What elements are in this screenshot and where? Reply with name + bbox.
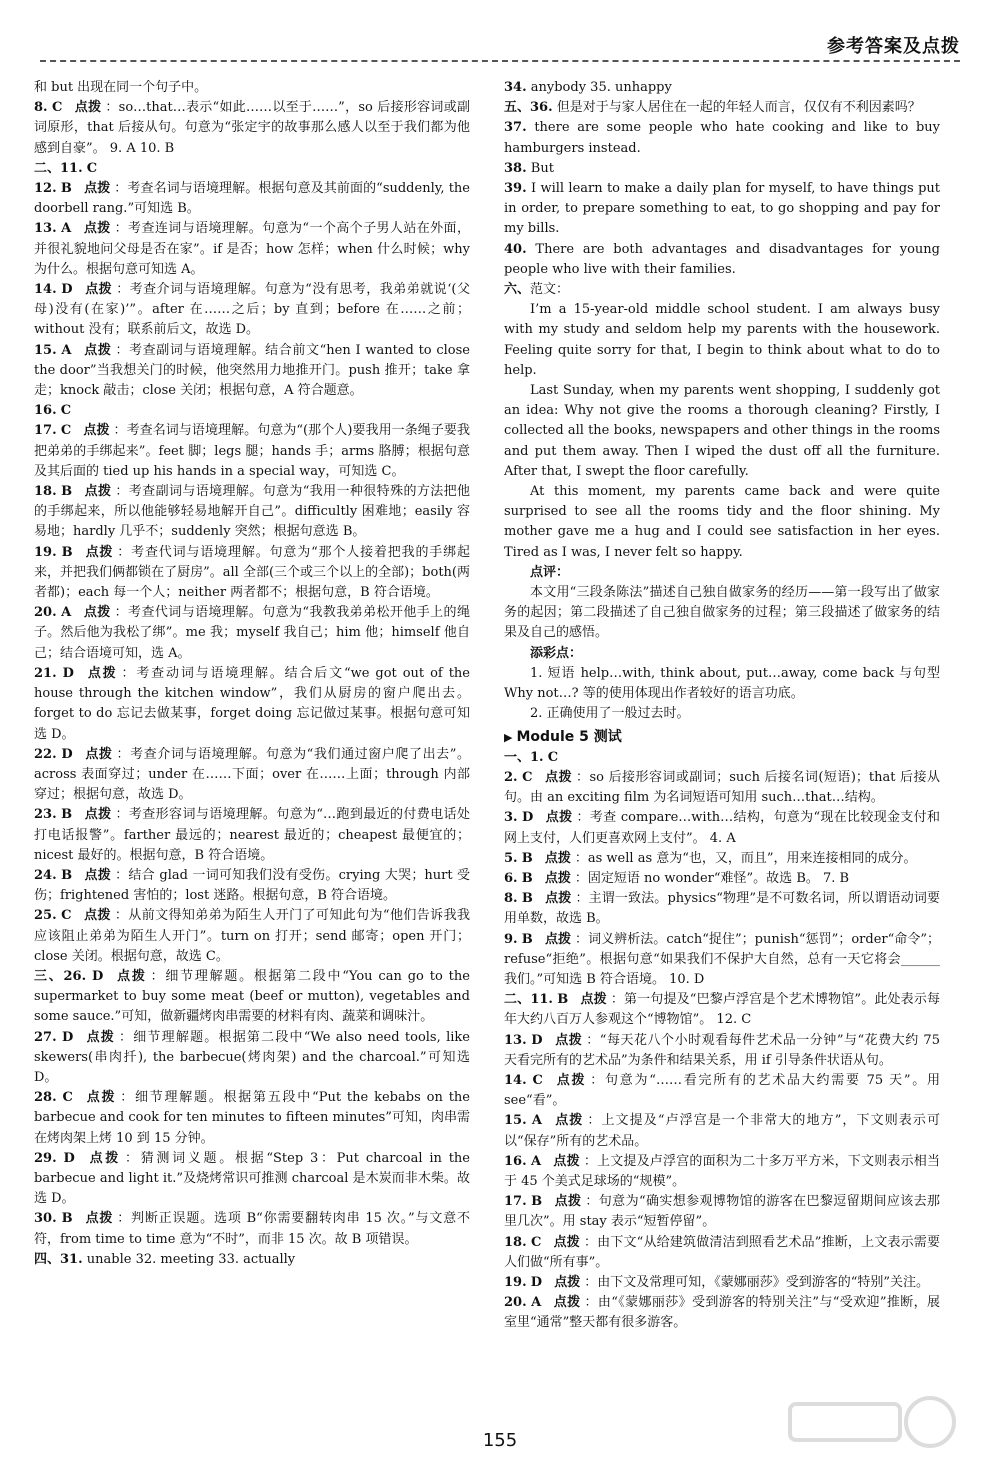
answer-item [34,482,470,543]
sample-essay [504,300,940,563]
answer-item [34,401,470,421]
item-num: 22. [34,746,57,762]
answer-item [504,768,940,808]
item-text: ：第一句提及“巴黎卢浮宫是个艺术博物馆”。此处表示每年大约八百万人参观这个“博物馆”。 12. C [504,992,940,1028]
item-text: ：上文提及卢浮宫的面积为二十多万平方米，下文则表示相当于 45 个美式足球场的“规模”。 [504,1153,940,1189]
item-hint: 点拨 [555,1113,584,1129]
item-ans: C [522,769,533,785]
answer-item [504,1031,940,1071]
item-num: 26. [63,968,87,984]
item-ans: D [91,968,104,984]
item-num: 34. [504,80,527,95]
answer-item [504,1273,940,1293]
essay-paragraph: At this moment, my parents came back and were quite surprised to see all the rooms tidy and the floor shining. My mother gave me a hug and I could see satisfaction in her eyes. Tired as I was, I never felt so happy. [504,484,940,560]
item-num: 5. [504,850,518,866]
item-num: 36. [530,100,553,116]
item-hint: 点拨 [554,1194,582,1210]
essay-paragraph: I’m a 15-year-old middle school student. I am always busy with my study and seldom help my parents with the housework. Feeling quite sorry for that, I begin to think about what to do to help. [504,302,940,378]
answer-item [34,1209,470,1249]
comment-label: 点评： [530,564,570,580]
item-sec: 二、 [34,160,61,176]
answer-item [504,930,940,991]
item-sec: 二、 [504,992,531,1008]
item-ans: D [522,810,534,826]
header-title: 参考答案及点拨 [827,36,960,57]
item-ans: B [60,181,72,197]
item-num: 39. [504,181,527,197]
item-text: ：主谓一致法。physics“物理”是不可数名词，所以谓语动词要用单数，故选 B。 [504,891,940,927]
watermark-logo [780,1392,960,1464]
item-num: 14. [504,1072,527,1088]
answers-34-40 [504,78,940,300]
plus-point-2: 2. 正确使用了一般过去时。 [530,706,690,722]
answer-item [504,849,940,869]
item-text: anybody 35. unhappy [530,80,672,95]
item-ans: A [531,1113,542,1129]
item-num: 15. [34,342,57,358]
item-num: 8. [504,891,518,907]
answer-item [504,808,940,848]
item-ans: C [61,908,72,924]
answer-item [34,1250,470,1270]
item-num: 18. [504,1234,527,1250]
answer-item [504,1152,940,1192]
item-text: ：考查副词与语境理解。句意为“我用一种很特殊的方法把他的手绑起来，所以他能够轻易地解开自己”。difficultly 困难地；easily 容易地；hardly 几乎不；suddenly 突然；根据句意选 B。 [34,484,470,540]
item-text: ：上文提及“卢浮宫是一个非常大的地方”，下文则表示可以“保存”所有的艺术品。 [504,1113,940,1149]
item-ans: C [86,160,98,176]
item-ans: A [61,221,72,237]
item-text: ：考查代词与语境理解。句意为“我教我弟弟松开他手上的绳子。然后他为我松了绑”。me 我；myself 我自己；him 他；himself 他自己；结合语境可知，选 A。 [34,605,470,661]
item-num: 12. [34,181,57,197]
item-ans: C [60,423,72,439]
answer-item [504,1233,940,1273]
item-num: 18. [34,484,57,500]
item-num: 3. [504,810,518,826]
item-hint: 点拨 [84,484,112,500]
item-hint: 点拨 [74,100,102,116]
answer-item [504,748,940,768]
item-hint: 点拨 [85,544,114,560]
item-ans: C [62,1090,73,1106]
item-text: 但是对于与家人居住在一起的年轻人而言，仅仅有不利因素吗？ [556,100,921,116]
answer-item [504,280,940,300]
item-text: ：so 后接形容词或副词；such 后接名词(短语)；that 后接从句。由 an exciting film 为名词短语可知用 such…that…结构。 [504,769,940,806]
item-num: 15. [504,1113,527,1129]
answer-item [504,990,940,1030]
item-hint: 点拨 [555,1032,583,1048]
item-hint: 点拨 [545,769,573,785]
item-num: 38. [504,160,527,176]
answer-item [34,179,470,219]
item-hint: 点拨 [84,342,112,358]
item-num: 20. [504,1295,527,1311]
item-num: 30. [34,1211,57,1227]
item-text: ：考查介词与语境理解。句意为“我们通过窗户爬了出去”。across 表面穿过；under 在……下面；over 在……上面；through 内部穿过；根据句意，故选 D。 [34,746,470,803]
item-hint: 点拨 [544,931,572,947]
comment-block [504,563,940,725]
item-ans: D [62,665,74,681]
plus-label: 添彩点： [530,645,583,661]
item-ans: B [61,867,73,883]
item-ans: B [61,807,73,823]
item-ans: D [61,282,73,298]
item-text: ：细节理解题。根据第二段中“You can go to the supermarket to buy some meat (beef or mutton), vegetables and some sauce.”可知，做新疆烤肉串需要的材料有肉、蔬菜和调味汁。 [34,968,470,1025]
item-num: 8. [34,100,48,116]
left-column [34,78,470,1270]
item-text: ：考查名词与语境理解。根据句意及其前面的“suddenly, the doorbell rang.”可知选 B。 [34,181,470,217]
item-hint: 点拨 [544,850,571,866]
item-num: 24. [34,867,57,883]
answer-item [504,240,940,280]
answer-item [504,159,940,179]
item-hint: 点拨 [83,423,110,439]
item-hint: 点拨 [87,665,118,681]
item-text: ：结合 glad 一词可知我们没有受伤。crying 大哭；hurt 受伤；frightened 害怕的；lost 迷路。根据句意，B 符合语境。 [34,867,470,904]
item-ans: C [530,1234,542,1250]
item-text: ：固定短语 no wonder“难怪”。故选 B。 7. B [574,870,850,886]
item-text: 和 but 出现在同一个句子中。 [34,80,208,95]
item-text: But [530,160,554,176]
item-hint: 点拨 [545,810,573,826]
item-ans: A [61,342,72,358]
answer-item [34,745,470,806]
item-text: ：考查代词与语境理解。句意为“那个人接着把我的手绑起来，并把我们俩都锁在了厨房”。all 全部(三个或三个以上的全部)；both(两者都)；each 每一个人；neither 两者都不；根据句意，B 符合语境。 [34,544,470,601]
item-ans: B [521,931,533,947]
item-hint: 点拨 [85,282,113,298]
item-text: ：判断正误题。选项 B“你需要翻转肉串 15 次。”与文意不符，from time to time 意为“不时”，而非 15 次。故 B 项错误。 [34,1211,470,1247]
item-text: ：考查名词与语境理解。句意为“(那个人)要我用一条绳子要我把弟弟的手绑起来”。feet 脚；legs 腿；hands 手；arms 胳膊；根据句意及其后面的 tied up his hands in a special way，可知选 C。 [34,423,470,479]
item-hint: 点拨 [554,1274,581,1290]
item-hint: 点拨 [86,1029,116,1045]
item-num: 40. [504,241,527,257]
item-hint: 点拨 [84,807,112,823]
module-heading [504,727,940,748]
item-num: 27. [34,1029,57,1045]
answer-item [504,869,940,889]
module-answers [504,748,940,1334]
answer-item [34,866,470,906]
answer-item [504,78,940,98]
item-text: ：so…that…表示“如此……以至于……”，so 后接形容词或副词原形，that 后接从句。句意为“张定宇的故事那么感人以至于我们都为他感到自豪”。 9. A 10. B [34,100,470,156]
item-num: 31. [60,1251,83,1267]
answer-item [504,1192,940,1232]
item-text: ：考查动词与语境理解。结合后文“we got out of the house through the kitchen window”，我们从厨房的窗户爬出去。forget to do 忘记去做某事，forget doing 忘记做过某事。根据句意可知选 D。 [34,665,470,742]
item-num: 17. [34,423,57,439]
item-hint: 点拨 [545,891,572,907]
item-text: there are some people who hate cooking and like to buy hamburgers instead. [504,120,940,156]
item-sec: 六、 [504,282,531,298]
answer-item [34,967,470,1028]
item-num: 11. [530,992,553,1008]
item-num: 1. [530,749,544,765]
item-hint: 点拨 [553,1234,580,1250]
item-text: ：词义辨析法。catch“捉住”；punish“惩罚”；order“命令”；refuse“拒绝”。根据句意“如果我们不保护大自然，总有一天它将会______我们。”可知选 B 符合语境。 10. D [504,931,941,987]
item-text: ：细节理解题。根据第二段中“We also need tools, like skewers(串肉扦), the barbecue(烤肉架) and the charcoal.”可知选 D。 [34,1029,470,1085]
item-ans: D [63,1150,75,1166]
item-num: 14. [34,282,57,298]
page-number: 155 [482,1430,518,1451]
item-num: 11. [60,160,83,176]
answer-item [34,280,470,341]
answer-item [34,543,470,604]
answer-item [34,603,470,664]
answer-item [34,219,470,280]
item-num: 21. [34,665,57,681]
essay-paragraph: Last Sunday, when my parents went shopping, I suddenly got an idea: Why not give the rooms a thorough cleaning? Firstly, I collected all the books, newspapers and other things in the rooms and put them away. Then I wiped the dust off all the furniture. After that, I swept the floor carefully. [504,383,940,479]
item-num: 2. [504,769,518,785]
item-hint: 点拨 [117,968,147,984]
answer-item [34,98,470,159]
answer-item [34,906,470,967]
item-text: ：考查副词与语境理解。结合前文“hen I wanted to close the door”当我想关门的时候，他突然用力地推开门。push 推开；take 拿走；knock 敲击；close 关闭；根据句意，A 符合题意。 [34,342,470,399]
item-hint: 点拨 [83,221,111,237]
item-ans: B [521,870,533,886]
item-num: 16. [34,403,57,419]
item-text: ：考查连词与语境理解。句意为“一个高个子男人站在外面，并很礼貌地问父母是否在家”。if 是否；how 怎样；when 什么时候；why 为什么。根据句意可知选 A。 [34,221,470,277]
answer-item [34,1088,470,1149]
item-sec: 四、 [34,1251,61,1267]
plus-point-1: 1. 短语 help…with, think about, put…away, come back 与句型 Why not…? 等的使用体现出作者较好的语言功底。 [504,665,940,702]
answer-item [504,889,940,929]
item-ans: D [61,1029,74,1045]
answer-item [504,1071,940,1111]
page-header [40,28,960,68]
item-ans: A [530,1153,542,1169]
item-hint: 点拨 [85,746,113,762]
item-sec: 五、 [504,100,531,116]
item-ans: B [61,1211,73,1227]
item-hint: 点拨 [580,992,607,1008]
item-ans: B [521,850,533,866]
item-num: 23. [34,807,57,823]
item-text: ：句意为“确实想参观博物馆的游客在巴黎逗留期间应该去那里几次”。用 stay 表示“短暂停留”。 [504,1194,940,1230]
item-num: 13. [504,1032,527,1048]
item-hint: 点拨 [89,1150,122,1166]
item-hint: 点拨 [84,867,112,883]
item-sec: 一、 [504,749,531,765]
item-hint: 点拨 [553,1153,580,1169]
item-num: 17. [504,1194,527,1210]
item-num: 6. [504,870,518,886]
header-divider [40,60,960,62]
comment-text: 本文用“三段条陈法”描述自己独自做家务的经历——第一段写出了做家务的起因；第二段描述了自己独自做家务的过程；第三段描述了做家务的结果及自己的感悟。 [504,585,940,641]
item-num: 16. [504,1153,527,1169]
item-ans: B [557,992,569,1008]
item-ans: D [61,746,73,762]
item-text: There are both advantages and disadvantages for young people who live with their families. [504,241,940,277]
right-column [504,78,940,1334]
triangle-icon: ▶ [504,730,513,744]
item-ans: A [61,605,72,621]
module-title: Module 5 测试 [516,728,622,745]
item-hint: 点拨 [553,1295,581,1311]
item-sec: 三、 [34,968,64,984]
answer-item [504,179,940,240]
item-text: unable 32. meeting 33. actually [86,1251,296,1267]
item-num: 29. [34,1150,57,1166]
answer-item [504,98,940,118]
item-ans: A [531,1295,542,1311]
item-num: 19. [34,544,57,560]
answer-item [504,1111,940,1151]
answer-item [504,1293,940,1333]
item-hint: 点拨 [83,605,111,621]
item-text: ：由下文及常理可知，《蒙娜丽莎》受到游客的“特别”关注。 [584,1274,929,1290]
item-num: 37. [504,120,527,136]
item-text: ：考查介词与语境理解。句意为“没有思考，我弟弟就说‘(父母)没有(在家)’”。after 在……之后；by 直到；before 在……之前；without 没有；联系前后文，故选 D。 [34,282,470,338]
answer-item [34,78,470,98]
item-text: ：句意为“……看完所有的艺术品大约需要 75 天”。用 see“看”。 [504,1072,940,1109]
item-ans: B [61,544,73,560]
item-hint: 点拨 [85,1211,114,1227]
item-text: ：细节理解题。根据第五段中“Put the kebabs on the barbecue and cook for ten minutes to fifteen minutes”可知，肉串需在烤肉架上烤 10 到 15 分钟。 [34,1090,470,1146]
answer-item [34,1149,470,1210]
item-ans: C [532,1072,543,1088]
item-hint: 点拨 [556,1072,587,1088]
answer-item [504,118,940,158]
item-hint: 点拨 [86,1090,117,1106]
item-ans: B [531,1194,543,1210]
item-text: ：从前文得知弟弟为陌生人开门了可知此句为“他们告诉我我应该阻止弟弟为陌生人开门”。turn on 打开；send 邮寄；open 开门；close 关闭。根据句意，故选 C。 [34,908,470,964]
item-text: 范文： [530,282,570,298]
item-text: ：考查 compare…with…结构，句意为“现在比较现金支付和网上支付，人们更喜欢网上支付”。 4. A [504,810,940,846]
item-num: 25. [34,908,57,924]
item-num: 19. [504,1274,527,1290]
answer-item [34,1028,470,1089]
item-ans: B [521,891,533,907]
item-num: 20. [34,605,57,621]
item-ans: B [61,484,73,500]
item-hint: 点拨 [84,181,111,197]
item-text: ：猜测词义题。根据“Step 3：Put charcoal in the barbecue and light it.”及烧烤常识可推测 charcoal 是木炭而非木柴。故选 D。 [34,1150,470,1207]
item-ans: C [547,749,559,765]
item-ans: C [60,403,72,419]
answer-item [34,421,470,482]
item-text: ：“每天花八个小时观看每件艺术品一分钟”与“花费大约 75 天看完所有的艺术品”为条件和结果关系，用 if 引导条件状语从句。 [504,1032,940,1068]
item-text: I will learn to make a daily plan for myself, to have things put in order, to prepare something to eat, to go shopping and pay for my bills. [504,181,940,237]
item-text: ：考查形容词与语境理解。句意为“…跑到最近的付费电话处打电话报警”。farther 最远的；nearest 最近的；cheapest 最便宜的；nicest 最好的。根据句意，B 符合语境。 [34,807,470,863]
item-text: ：as well as 意为“也，又，而且”，用来连接相同的成分。 [574,850,917,866]
item-ans: D [530,1274,543,1290]
answer-item [34,664,470,745]
answer-item [34,805,470,866]
item-ans: C [52,100,63,116]
item-text: ：由“《蒙娜丽莎》受到游客的特别关注”与“受欢迎”推断，展室里“通常”整天都有很多游客。 [504,1295,940,1331]
item-num: 9. [504,931,518,947]
item-num: 28. [34,1090,57,1106]
answer-item [34,341,470,402]
answer-item [34,159,470,179]
item-hint: 点拨 [84,908,111,924]
item-hint: 点拨 [544,870,571,886]
item-num: 13. [34,221,57,237]
item-text: ：由下文“从给建筑做清洁到照看艺术品”推断，上文表示需要人们做“所有事”。 [504,1234,940,1270]
item-ans: D [531,1032,543,1048]
